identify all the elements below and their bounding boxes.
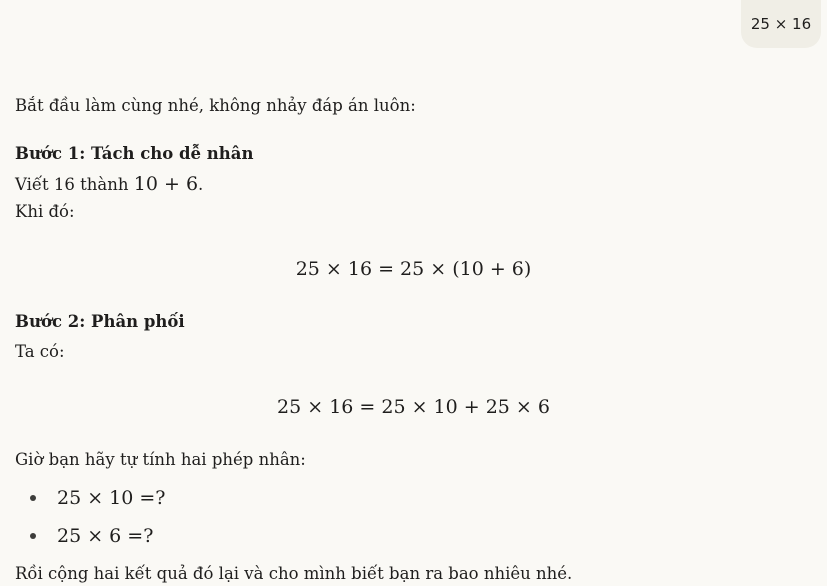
- list-item: [15, 523, 153, 550]
- bullet-math: 25 × 10 =?: [57, 487, 166, 509]
- list-item: [15, 485, 166, 512]
- step2-text: Ta có:: [15, 342, 65, 361]
- step1-text-prefix: Viết 16 thành: [15, 175, 134, 194]
- intro-text: Bắt đầu làm cùng nhé, không nhảy đáp án luôn:: [15, 96, 416, 115]
- bullet-dot-icon: [30, 495, 36, 501]
- step1-text: [15, 172, 203, 197]
- step1-equation: 25 × 16 = 25 × (10 + 6): [295, 258, 532, 280]
- step2-heading: Bước 2: Phân phối: [15, 312, 185, 331]
- user-message-text: 25 × 16: [750, 15, 812, 33]
- step1-heading: Bước 1: Tách cho dễ nhân: [15, 144, 254, 163]
- bullet-math: 25 × 6 =?: [57, 525, 154, 547]
- user-message-bubble: [741, 0, 821, 48]
- step1-inline-math: 10 + 6: [133, 173, 199, 195]
- bullet-dot-icon: [30, 533, 36, 539]
- prompt-text: Giờ bạn hãy tự tính hai phép nhân:: [15, 450, 306, 469]
- step2-equation: 25 × 16 = 25 × 10 + 25 × 6: [277, 396, 550, 418]
- step1-text-suffix: .: [198, 175, 204, 194]
- step1-then: Khi đó:: [15, 202, 75, 221]
- closing-text: Rồi cộng hai kết quả đó lại và cho mình biết bạn ra bao nhiêu nhé.: [15, 564, 573, 583]
